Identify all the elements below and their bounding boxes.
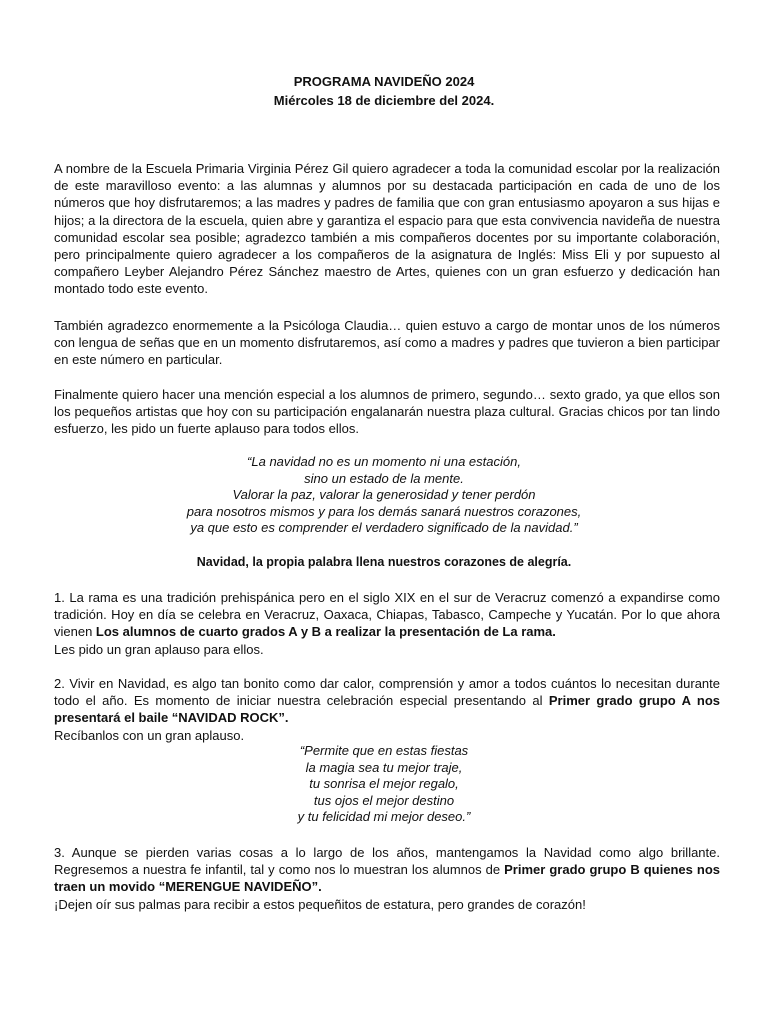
quote-line: “La navidad no es un momento ni una estación,	[247, 454, 521, 469]
item-highlight: Primer grado grupo A nos presentará el baile “NAVIDAD ROCK”.	[54, 693, 721, 726]
christmas-quote	[0, 454, 768, 537]
program-date: Miércoles 18 de diciembre del 2024.	[273, 93, 495, 108]
program-item-1	[54, 589, 720, 658]
item-closing: Les pido un gran aplauso para ellos.	[54, 641, 264, 657]
item-closing: ¡Dejen oír sus palmas para recibir a estos pequeñitos de estatura, pero grandes de corazón!	[54, 896, 586, 912]
quote-line: “Permite que en estas fiestas	[299, 743, 469, 758]
item-highlight: Primer grado grupo B quienes nos traen un movido “MERENGUE NAVIDEÑO”.	[54, 862, 721, 895]
item-closing: Recíbanlos con un gran aplauso.	[54, 727, 245, 743]
quote-line: y tu felicidad mi mejor deseo.”	[297, 809, 471, 825]
quote-line: ya que esto es comprender el verdadero significado de la navidad.”	[190, 520, 578, 536]
item-highlight: Los alumnos de cuarto grados A y B a realizar la presentación de La rama.	[95, 624, 556, 640]
item-text: 2. Vivir en Navidad, es algo tan bonito como dar calor, comprensión y amor a todos cuántos lo necesitan durante todo el año. Es momento de iniciar nuestra celebración especial presentando al	[54, 676, 720, 709]
subheading: Navidad, la propia palabra llena nuestros corazones de alegría.	[196, 555, 572, 569]
quote-line: Valorar la paz, valorar la generosidad y tener perdón	[232, 487, 536, 503]
paragraph-psychologist: También agradezco enormemente a la Psicóloga Claudia… quien estuvo a cargo de montar unos de los números con lengua de señas que en un momento disfrutaremos, así como a madres y padres que tuvieron a bien participar en este número en particular.	[54, 318, 720, 368]
quote-line: tu sonrisa el mejor regalo,	[309, 776, 459, 792]
item-text: 3. Aunque se pierden varias cosas a lo largo de los años, mantengamos la Navidad como algo brillante. Regresemos a nuestra fe infantil, tal y como nos lo muestran los alumnos de	[54, 845, 720, 878]
paragraph-students: Finalmente quiero hacer una mención especial a los alumnos de primero, segundo… sexto grado, ya que ellos son los pequeños artistas que hoy con su participación engalanarán nuestra plaza cultural. Gracias chicos por tan lindo esfuerzo, les pido un fuerte aplauso para todos ellos.	[54, 387, 720, 437]
program-item-3	[54, 844, 720, 913]
quote-line: para nosotros mismos y para los demás sanará nuestros corazones,	[186, 503, 582, 519]
item-text: 1. La rama es una tradición prehispánica pero en el siglo XIX en el sur de Veracruz comenzó a expandirse como tradición. Hoy en día se celebra en Veracruz, Oaxaca, Chiapas, Tabasco, Campeche y Yucatán. Por lo que ahora vienen	[54, 590, 720, 640]
program-title: PROGRAMA NAVIDEÑO 2024	[293, 74, 475, 89]
wish-quote	[0, 743, 768, 826]
program-item-2	[54, 675, 720, 744]
quote-line: tus ojos el mejor destino	[313, 792, 455, 808]
quote-line: la magia sea tu mejor traje,	[305, 759, 463, 775]
quote-line: sino un estado de la mente.	[304, 470, 464, 486]
paragraph-thanks: A nombre de la Escuela Primaria Virginia Pérez Gil quiero agradecer a toda la comunidad escolar por la realización de este maravilloso evento: a las alumnas y alumnos por su destacada participación en cada de uno de los números que hoy disfrutaremos; a las madres y padres de familia que con gran entusiasmo apoyaron a sus hijas e hijos; a la directora de la escuela, quien abre y garantiza el espacio para que esta convivencia navideña de nuestra comunidad escolar sea posible; agradezco también a mis compañeros docentes por su importante colaboración, pero principalmente quiero agradecer a los compañeros de la asignatura de Inglés: Miss Eli y por supuesto al compañero Leyber Alejandro Pérez Sánchez maestro de Artes, quienes con un gran esfuerzo y dedicación han montado todo este evento.	[54, 161, 720, 297]
